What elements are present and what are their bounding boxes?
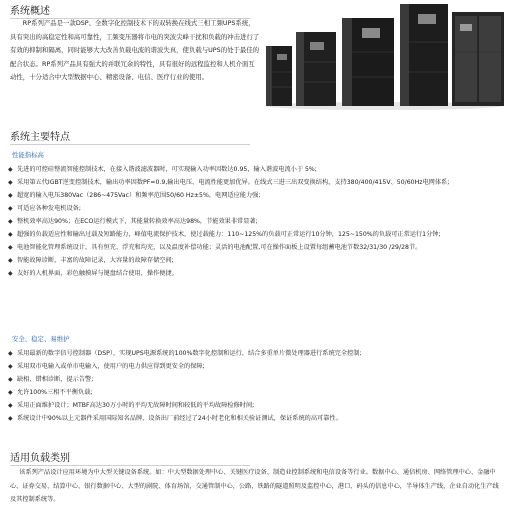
ups-cabinet-large <box>342 18 394 106</box>
ups-cabinet-double <box>452 12 504 106</box>
ups-cabinet-small <box>266 46 292 106</box>
diamond-bullet-icon: ◆ <box>8 218 13 225</box>
applications-title: 适用负载类别 <box>10 449 250 466</box>
diamond-bullet-icon: ◆ <box>8 244 13 251</box>
ups-cabinet-tall <box>400 4 448 106</box>
feature-item: ◆ 先进的可控硅整流智能控制技术，在接入谐波滤波器时，可实现输入功率因数达0.95，输入谐波电流小于 5%; <box>8 163 502 176</box>
feature-item: ◆ 超宽的输入电压380Vac（286~475Vac）和频率范围50/60 Hz±5%，电网适应能力强; <box>8 189 502 202</box>
diamond-bullet-icon: ◆ <box>8 257 13 264</box>
feature-item: ◆ 采用正面维护设计；MTBF高达30万小时的平均无故障时间和较低的平均故障检修时间; <box>8 399 502 412</box>
feature-item: ◆ 电池智能化管理系统设计，具有恒充、浮充和均充，以及温度补偿功能；灵活的电池配置,可在操作面板上设置每组蓄电池节数32/31/30 /29/28节。 <box>8 241 502 254</box>
overview-title: 系统概述 <box>10 2 250 19</box>
feature-item: ◆ 智能故障诊断，丰富的故障记录，大容量的故障存储空间; <box>8 254 502 267</box>
ups-cabinet-medium <box>296 32 336 106</box>
diamond-bullet-icon: ◆ <box>8 363 13 370</box>
diamond-bullet-icon: ◆ <box>8 389 13 396</box>
diamond-bullet-icon: ◆ <box>8 270 13 277</box>
diamond-bullet-icon: ◆ <box>8 179 13 186</box>
feature-item: ◆ 采用最新的数字信号控制器（DSP），实现UPS电源系统的100%数字化控制和运行，结合多重单片微处理器进行系统完全控制; <box>8 347 502 360</box>
applications-text: 该系列产品设计应用环境为中大型关键设备系统。如：中大型数据处理中心、关键医疗设备、制造业控制系统和电信设备等行业。数据中心、通信机房、网络管理中心、金融中心、证券交易、结算中心、银行数据中心、大型的剧院、体育场馆，交通管制中心，公路，铁路的隧道照明及监控中心，港口、码头的信息中心，半导体生产线，企业自动化生产线及其控制系统等。 <box>10 469 499 503</box>
feature-item: ◆ 可适应各种发电机设备; <box>8 202 502 215</box>
feature-item: ◆ 整机效率高达90%；在ECO运行模式下，其能量转换效率高达98%，节能效果非常显著; <box>8 215 502 228</box>
features-group2-list <box>8 347 502 425</box>
features-group2-heading: 安全、稳定、易维护 <box>12 335 70 343</box>
features-group1-heading: 性能指标高 <box>12 151 44 159</box>
diamond-bullet-icon: ◆ <box>8 166 13 173</box>
overview-text: RP系列产品是一款DSP、全数字化控制技术下的双转换在线式三相工频UPS系统，具有突出的高稳定性和高可靠性，工频变压器将市电的突波尖峰干扰和负载的冲击进行了有效的抑制和隔离，同时能够大大改善负载电流的谐波失真，使负载与UPS的处于最佳的配合状态。RP系列产品具有强大的并联冗余的特性，具有很好的远程监控和人机介面互动性，十分适合中大型数据中心、精密设备、电信、医疗行业的使用。 <box>10 19 260 81</box>
ups-cabinets-image <box>262 2 506 110</box>
diamond-bullet-icon: ◆ <box>8 402 13 409</box>
feature-item: ◆ 允许100%三相不平衡负载; <box>8 386 502 399</box>
features-group1-list <box>8 163 502 280</box>
diamond-bullet-icon: ◆ <box>8 192 13 199</box>
feature-item: ◆ 超强的负载适应性和输出过载及短路能力，峰值电流保护技术，使过载能力：110~125%的负载可正常运行10分钟，125~150%的负载可正常运行1分钟; <box>8 228 502 241</box>
diamond-bullet-icon: ◆ <box>8 350 13 357</box>
diamond-bullet-icon: ◆ <box>8 205 13 212</box>
diamond-bullet-icon: ◆ <box>8 415 13 422</box>
feature-item: ◆ 友好的人机界面，彩色触摸屏与键盘结合使用，操作便捷。 <box>8 267 502 280</box>
feature-item: ◆ 采用第五代IGBT逆变控制技术，输出功率因数PF=0.9,输出电压、电流性能更加优异。在线式三进三出双变换结构，支持380/400/415V、50/60Hz电网体系; <box>8 176 502 189</box>
feature-item: ◆ 系统设计中90%以上元器件采用国际知名品牌，设备出厂前经过了24小时老化和相关验证测试，保证系统的高可靠性。 <box>8 412 502 425</box>
feature-item: ◆ 采用双市电输入或单市电输入，使用户的电力供应得到更安全的保障; <box>8 360 502 373</box>
diamond-bullet-icon: ◆ <box>8 376 13 383</box>
features-title: 系统主要特点 <box>10 128 250 145</box>
feature-item: ◆ 缺相、错相诊断、提示告警; <box>8 373 502 386</box>
diamond-bullet-icon: ◆ <box>8 231 13 238</box>
